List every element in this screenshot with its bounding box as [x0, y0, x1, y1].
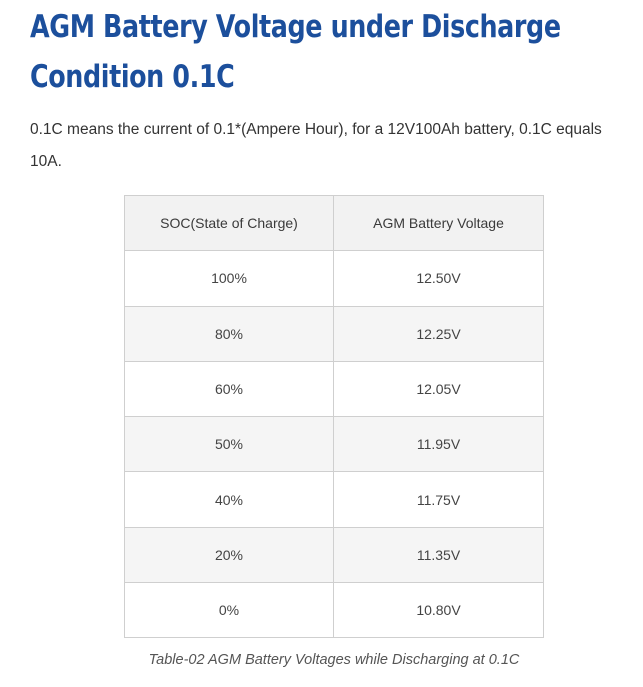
table-row	[125, 306, 544, 361]
cell-soc: 60%	[125, 361, 334, 416]
cell-soc: 80%	[125, 306, 334, 361]
table-row	[125, 583, 544, 638]
cell-voltage: 12.05V	[334, 361, 544, 416]
table-caption: Table-02 AGM Battery Voltages while Discharging at 0.1C	[148, 652, 520, 668]
table-row	[125, 527, 544, 582]
header-soc: SOC(State of Charge)	[125, 196, 334, 251]
cell-voltage: 11.75V	[334, 472, 544, 527]
cell-soc: 20%	[125, 527, 334, 582]
header-voltage: AGM Battery Voltage	[334, 196, 544, 251]
cell-soc: 0%	[125, 583, 334, 638]
table-row	[125, 472, 544, 527]
heading-line-2: Condition 0.1C	[30, 59, 235, 95]
table-row	[125, 251, 544, 306]
cell-voltage: 11.35V	[334, 527, 544, 582]
table-row	[125, 361, 544, 416]
intro-paragraph: 0.1C means the current of 0.1*(Ampere Hour), for a 12V100Ah battery, 0.1C equals 10A.	[30, 121, 602, 170]
cell-voltage: 12.25V	[334, 306, 544, 361]
cell-voltage: 10.80V	[334, 583, 544, 638]
heading-line-1: AGM Battery Voltage under Discharge	[30, 9, 561, 45]
cell-soc: 40%	[125, 472, 334, 527]
page-heading	[30, 2, 561, 102]
voltage-table	[124, 195, 544, 638]
cell-soc: 50%	[125, 417, 334, 472]
table-header-row	[125, 196, 544, 251]
table-row	[125, 417, 544, 472]
cell-voltage: 12.50V	[334, 251, 544, 306]
cell-soc: 100%	[125, 251, 334, 306]
cell-voltage: 11.95V	[334, 417, 544, 472]
voltage-table-container	[124, 195, 543, 638]
